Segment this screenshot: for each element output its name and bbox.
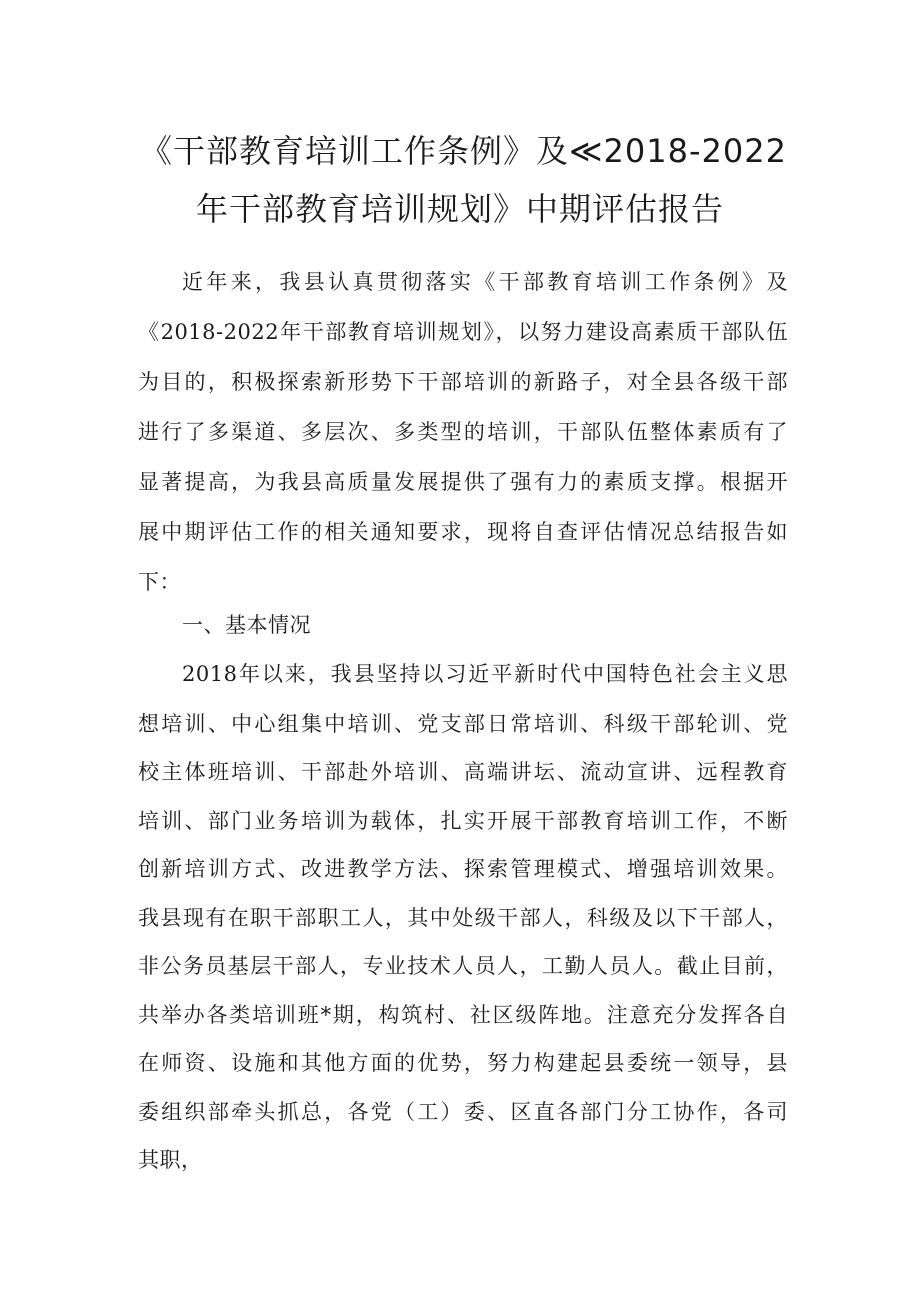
paragraph-2-line: 在师资、设施和其他方面的优势，努力构建起县委统一领导，县 [138,1051,788,1075]
paragraph-2-line: 非公务员基层干部人，专业技术人员人，工勤人员人。截止目前， [138,954,788,978]
paragraph-1-line: 下： [138,570,181,594]
paragraph-2-line: 其职， [138,1148,203,1172]
paragraph-2-line: 想培训、中心组集中培训、党支部日常培训、科级干部轮训、党 [138,712,788,736]
paragraph-2-line: 我县现有在职干部职工人，其中处级干部人，科级及以下干部人， [138,906,788,930]
paragraph-1-line: 为目的，积极探索新形势下干部培训的新路子，对全县各级干部 [138,370,788,394]
paragraph-1-line: 近年来，我县认真贯彻落实《干部教育培训工作条例》及 [182,270,788,294]
paragraph-1-line: 进行了多渠道、多层次、多类型的培训，干部队伍整体素质有了 [138,420,788,444]
paragraph-1-line: 《2018-2022年干部教育培训规划》，以努力建设高素质干部队伍 [138,320,788,344]
paragraph-2-line: 创新培训方式、改进教学方法、探索管理模式、增强培训效果。 [138,857,788,881]
paragraph-2-line: 2018年以来，我县坚持以习近平新时代中国特色社会主义思 [182,662,788,686]
document-title-line-2: 年干部教育培训规划》中期评估报告 [195,190,724,228]
paragraph-2-line: 培训、部门业务培训为载体，扎实开展干部教育培训工作，不断 [138,809,788,833]
paragraph-2-line: 共举办各类培训班*期，构筑村、社区级阵地。注意充分发挥各自 [138,1003,788,1027]
paragraph-2-line: 校主体班培训、干部赴外培训、高端讲坛、流动宣讲、远程教育 [138,760,788,784]
paragraph-2-line: 委组织部牵头抓总，各党（工）委、区直各部门分工协作，各司 [138,1100,788,1124]
document-title-line-1: 《干部教育培训工作条例》及≪2018-2022 [140,132,787,170]
section-heading: 一、基本情况 [182,613,311,637]
paragraph-1-line: 显著提高，为我县高质量发展提供了强有力的素质支撑。根据开 [138,470,788,494]
paragraph-1-line: 展中期评估工作的相关通知要求，现将自查评估情况总结报告如 [138,520,788,544]
